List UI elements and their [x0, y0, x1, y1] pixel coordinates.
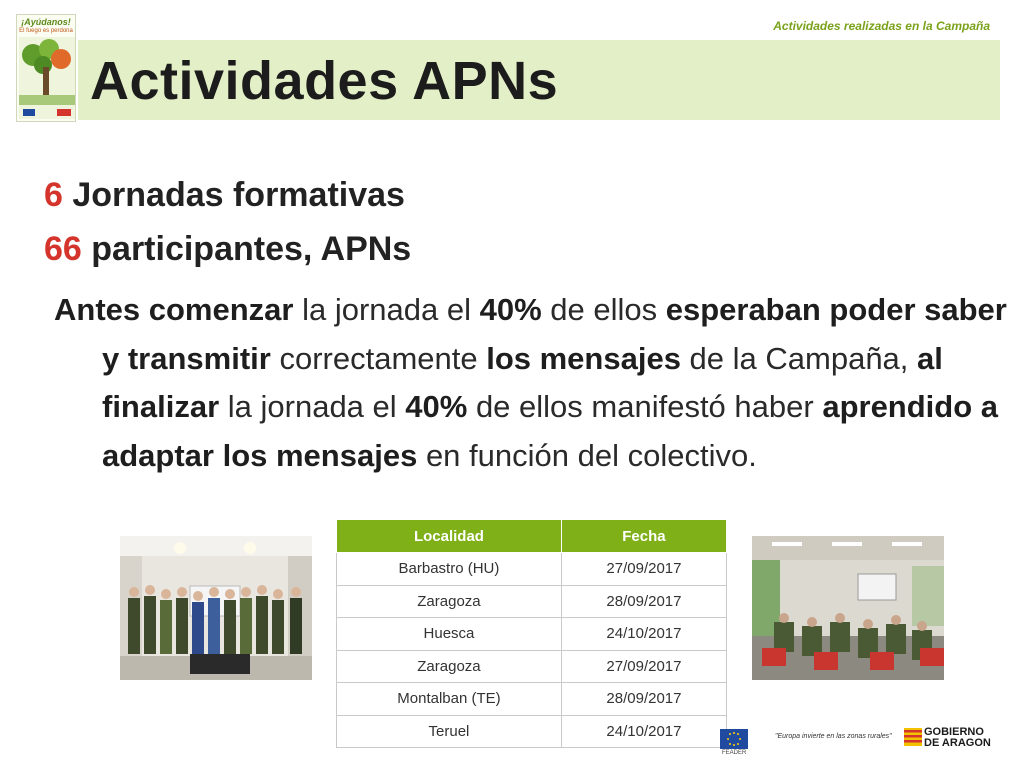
stat-label: Jornadas formativas [62, 176, 405, 214]
campaign-logo [16, 14, 76, 122]
column-header-localidad: Localidad [337, 520, 562, 553]
table-row [337, 683, 727, 716]
paragraph-text: de ellos manifestó haber [467, 389, 823, 424]
paragraph-bold: 40% [405, 389, 468, 424]
cell-fecha: 27/09/2017 [561, 553, 726, 586]
stat-label: participantes, APNs [81, 230, 412, 268]
paragraph-bold: aprendido a adaptar los mensajes [102, 389, 999, 473]
table-row [337, 553, 727, 586]
eu-flag-icon [720, 729, 748, 749]
table-row [337, 715, 727, 748]
cell-localidad: Teruel [337, 715, 562, 748]
paragraph-bold: al finalizar [102, 340, 943, 424]
cell-localidad: Montalban (TE) [337, 683, 562, 716]
cell-fecha: 28/09/2017 [561, 683, 726, 716]
europa-slogan: "Europa invierte en las zonas rurales" [775, 733, 892, 740]
logo-subtitle: El fuego es perdona [19, 28, 73, 34]
cell-localidad: Barbastro (HU) [337, 553, 562, 586]
column-header-fecha: Fecha [561, 520, 726, 553]
cell-fecha: 27/09/2017 [561, 650, 726, 683]
stat-participantes [44, 230, 411, 269]
aragon-shield-icon [904, 728, 922, 746]
paragraph-bold: 40% [479, 292, 542, 327]
stat-jornadas [44, 176, 405, 215]
cell-fecha: 24/10/2017 [561, 618, 726, 651]
table-row [337, 585, 727, 618]
tree-illustration-icon [19, 37, 75, 119]
aragon-line: DE ARAGON [924, 737, 991, 749]
table-row [337, 618, 727, 651]
locations-table [336, 519, 727, 748]
paragraph-text: de ellos [541, 292, 666, 327]
paragraph-bold: esperaban poder saber y transmitir [102, 292, 1007, 376]
paragraph-text: de la Campaña, [680, 340, 918, 376]
header-note: Actividades realizadas en la Campaña [773, 19, 990, 33]
paragraph-text: correctamente [270, 340, 487, 376]
summary-paragraph [54, 286, 1024, 480]
paragraph-bold: Antes comenzar [54, 292, 294, 327]
stat-number: 6 [44, 176, 63, 214]
classroom-photo [752, 536, 944, 680]
cell-localidad: Huesca [337, 618, 562, 651]
feader-label: FEADER [722, 750, 747, 756]
cell-fecha: 28/09/2017 [561, 585, 726, 618]
gobierno-line: GOBIERNO [924, 726, 984, 738]
page-title: Actividades APNs [90, 51, 559, 111]
cell-localidad: Zaragoza [337, 585, 562, 618]
table-header-row [337, 520, 727, 553]
cell-fecha: 24/10/2017 [561, 715, 726, 748]
paragraph-text: la jornada el [219, 389, 406, 424]
cell-localidad: Zaragoza [337, 650, 562, 683]
stat-number: 66 [44, 230, 82, 268]
paragraph-text: en función del colectivo. [417, 437, 757, 473]
group-photo [120, 536, 312, 680]
paragraph-bold: los mensajes [486, 340, 681, 376]
logo-title: ¡Ayúdanos! [21, 17, 71, 27]
table-row [337, 650, 727, 683]
paragraph-text: la jornada el [293, 292, 480, 327]
gobierno-aragon-logo [924, 727, 991, 749]
